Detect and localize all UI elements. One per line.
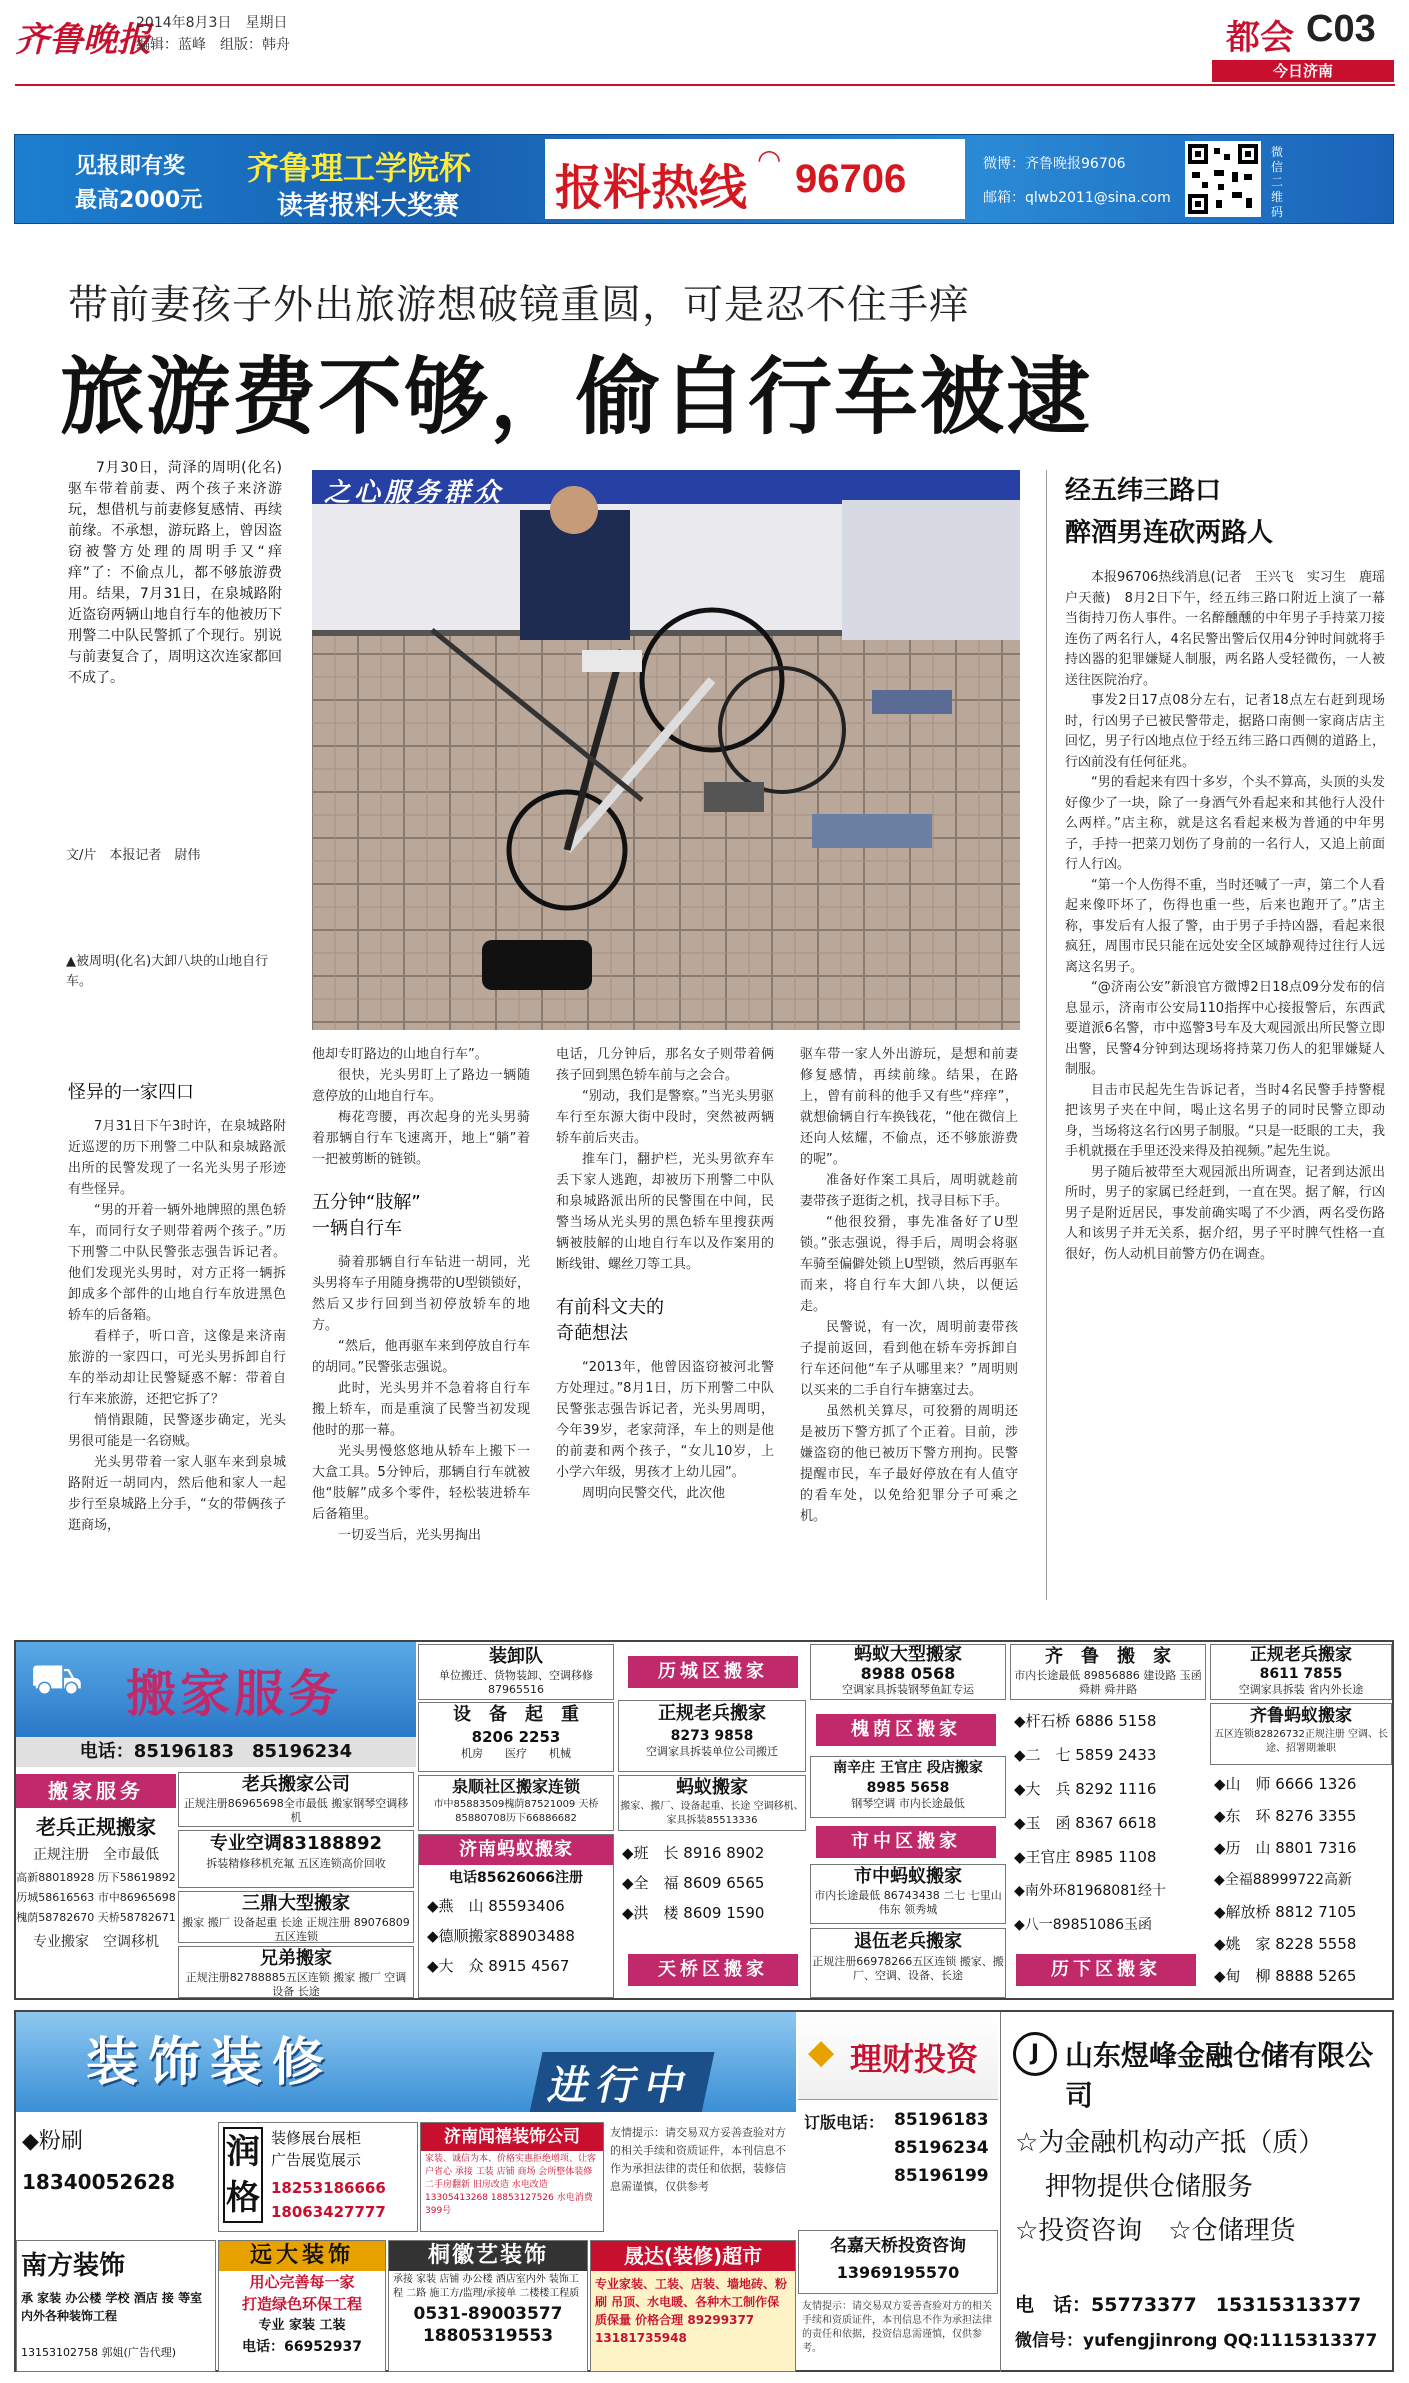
ad-title: 设 备 起 重 bbox=[453, 1704, 579, 1725]
section-name: 都会 bbox=[1226, 18, 1294, 58]
licheng-tag: 历城区搬家 bbox=[628, 1656, 798, 1688]
branch-line: ◆大 兵 8292 1116 bbox=[1014, 1780, 1157, 1798]
ad-title: 市中蚂蚁搬家 bbox=[854, 1866, 962, 1887]
reward-text-1: 见报即有奖 bbox=[75, 154, 186, 179]
photo-scene bbox=[312, 470, 1020, 1030]
zhuangxie-ad bbox=[418, 1644, 614, 1700]
shengda-title: 晟达(装修)超市 bbox=[591, 2241, 795, 2271]
ad-phone: 8985 5658 bbox=[866, 1780, 950, 1796]
body-column-3 bbox=[556, 1044, 774, 1504]
xiongdi-ad bbox=[178, 1946, 414, 1998]
paragraph: 此时，光头男并不急着将自行车搬上轿车，而是重演了民警当初发现他时的那一幕。 bbox=[312, 1381, 530, 1438]
shengda-ad bbox=[590, 2240, 796, 2372]
runge-phone: 18253186666 bbox=[271, 2179, 386, 2197]
paragraph: 准备好作案工具后，周明就趁前妻带孩子逛街之机，找寻目标下手。 bbox=[800, 1173, 1018, 1209]
yufeng-line: ☆投资咨询 ☆仓储理货 bbox=[1015, 2216, 1296, 2246]
wenxi-ad bbox=[420, 2122, 604, 2232]
ad-title: 蚂蚁搬家 bbox=[676, 1777, 748, 1798]
branch-line: ◆解放桥 8812 7105 bbox=[1214, 1903, 1357, 1921]
ad-phone: 8273 9858 bbox=[670, 1728, 754, 1744]
fenshua-ad bbox=[16, 2122, 216, 2232]
photo-caption: ▲被周明(化名)大卸八块的山地自行车。 bbox=[66, 954, 269, 989]
signal-icon: ◠ bbox=[757, 143, 782, 176]
section-badge bbox=[1196, 6, 1396, 68]
laobing-box bbox=[16, 1812, 176, 2000]
masthead bbox=[0, 0, 1409, 90]
ad-title: 老兵搬家公司 bbox=[242, 1774, 350, 1795]
mingjia-title: 名嘉天桥投资咨询 bbox=[830, 2236, 966, 2256]
ad-title: 南辛庄 王官庄 段店搬家 bbox=[833, 1760, 983, 1776]
district-list-1 bbox=[622, 1838, 808, 1928]
banjia-header bbox=[16, 1642, 416, 1737]
branch-line: ◆全 福 8609 6565 bbox=[622, 1874, 765, 1892]
branch-line: ◆德顺搬家88903488 bbox=[427, 1927, 575, 1945]
ad-body: 空调家具拆装钢琴鱼缸专运 bbox=[842, 1683, 974, 1696]
email-label: 邮箱：qlwb2011@sina.com bbox=[983, 190, 1171, 206]
mayi-banjia-ad bbox=[618, 1775, 806, 1831]
ad-title: 退伍老兵搬家 bbox=[854, 1931, 962, 1952]
laobing-line: 正规注册 全市最低 bbox=[33, 1847, 159, 1863]
branch-line: ◆洪 楼 8609 1590 bbox=[622, 1904, 765, 1922]
ad-body: 市中85883509槐荫87521009 天桥85880708历下66886682 bbox=[433, 1799, 599, 1824]
ad-body: 空调家具拆装 省内外长途 bbox=[1238, 1683, 1364, 1696]
paragraph: “他很狡猾，事先准备好了U型锁。”张志强说，得手后，周明会将驱车骑至偏僻处锁上U型锁，然后再驱车而来，将自行车大卸八块，以便运走。 bbox=[800, 1215, 1018, 1314]
tonghui-title: 桐徽艺装饰 bbox=[389, 2241, 587, 2271]
subhead-2-line-2: 一辆自行车 bbox=[312, 1218, 402, 1239]
paragraph: 7月31日下午3时许，在泉城路附近巡逻的历下刑警二中队和泉城路派出所的民警发现了一名光头男子形迹有些怪异。 bbox=[68, 1119, 286, 1197]
laobing-line: 槐荫58782670 天桥58782671 bbox=[16, 1911, 176, 1924]
byline: 文/片 本报记者 尉伟 bbox=[66, 848, 201, 863]
paragraph: 本报96706热线消息(记者 王兴飞 实习生 鹿瑶 户天薇) 8月2日下午，经五纬三路口附近上演了一幕当街持刀伤人事件。一名醉醺醺的中年男子手持菜刀接连伤了两名行人，4名民警出警后仅用4分钟时间就将手持凶器的犯罪嫌疑人制服，两名路人受轻微伤，一人被送往医院治疗。 bbox=[1065, 570, 1399, 688]
tonghui-body: 承接 家装 店铺 办公楼 酒店室内外 装饰工程 二路 施工方/监理/承接单 二楼楼工程质 bbox=[393, 2274, 580, 2299]
tonghui-phone: 18805319553 bbox=[422, 2326, 554, 2346]
coin-icon: ◆ bbox=[808, 2032, 835, 2072]
paragraph: 推车门，翻护栏，光头男欲弃车丢下家人逃跑，却被历下刑警二中队和泉城路派出所的民警围在中间，民警当场从光头男的黑色轿车里搜获两辆被肢解的山地自行车以及作案用的断线钳、螺丝刀等工具。 bbox=[556, 1152, 774, 1272]
qr-code bbox=[1185, 141, 1261, 217]
paragraph: 光头男带着一家人驱车来到泉城路附近一胡同内，然后他和家人一起步行至泉城路上分手，“女的带俩孩子逛商场， bbox=[68, 1455, 286, 1533]
lixia-tag: 历下区搬家 bbox=[1016, 1954, 1196, 1986]
ad-body: 五区连锁82826732正规注册 空调、长途、招署期兼职 bbox=[1213, 1729, 1389, 1754]
branch-line: ◆玉 函 8367 6618 bbox=[1014, 1814, 1157, 1832]
paragraph: 光头男慢悠悠地从轿车上搬下一大盒工具。5分钟后，那辆自行车就被他“肢解”成多个零件，轻松装进轿车后备箱里。 bbox=[312, 1444, 530, 1522]
yuanda-line: 打造绿色环保工程 bbox=[241, 2295, 362, 2313]
branch-line: ◆杆石桥 6886 5158 bbox=[1014, 1712, 1157, 1730]
kongtiao-ad bbox=[178, 1830, 414, 1888]
zhenggui2-ad bbox=[1210, 1644, 1392, 1700]
photo-wall-sign: 之心服务群众 bbox=[324, 478, 505, 508]
article-kicker: 带前妻孩子外出旅游想破镜重圆，可是忍不住手痒 bbox=[68, 282, 970, 328]
ad-title: 三鼎大型搬家 bbox=[242, 1893, 350, 1914]
masthead-date: 2014年8月3日 星期日 bbox=[136, 15, 288, 31]
tonghui-phone: 0531-89003577 bbox=[413, 2304, 563, 2324]
zhuangshi-sub: 进行中 bbox=[530, 2052, 715, 2112]
moving-ads bbox=[14, 1640, 1394, 2000]
huaiyin-tag: 槐荫区搬家 bbox=[816, 1714, 996, 1746]
ad-body: 机房 医疗 机械 bbox=[461, 1747, 571, 1760]
paragraph: “然后，他再驱车来到停放自行车的胡同。”民警张志强说。 bbox=[312, 1339, 530, 1375]
branch-line: ◆二 七 5859 2433 bbox=[1014, 1746, 1157, 1764]
weibo-label: 微博：齐鲁晚报96706 bbox=[983, 156, 1126, 172]
shebei-ad bbox=[418, 1702, 614, 1772]
article-headline: 旅游费不够，偷自行车被逮 bbox=[60, 348, 1093, 446]
laobing-line: 高新88018928 历下58619892 bbox=[16, 1871, 176, 1884]
branch-line: ◆八一89851086玉函 bbox=[1014, 1917, 1153, 1933]
paragraph: “男的开着一辆外地牌照的黑色轿车，而同行女子则带着两个孩子。”历下刑警二中队民警张志强告诉记者。他们发现光头男时，对方正将一辆拆卸成多个部件的山地自行车放进黑色轿车的后备箱。 bbox=[68, 1203, 286, 1323]
paragraph: 虽然机关算尽，可狡猾的周明还是被历下警方抓了个正着。目前，涉嫌盗窃的他已被历下警方刑拘。民警提醒市民，车子最好停放在有人值守的看车处，以免给犯罪分子可乘之机。 bbox=[800, 1404, 1018, 1524]
branch-line: ◆历 山 8801 7316 bbox=[1214, 1839, 1357, 1857]
laobing-line: 历城58616563 市中86965698 bbox=[16, 1891, 176, 1904]
masthead-rule bbox=[15, 84, 1395, 86]
branch-line: ◆班 长 8916 8902 bbox=[622, 1844, 765, 1862]
laobing-line: 专业搬家 空调移机 bbox=[33, 1934, 159, 1950]
mayi-big-ad bbox=[810, 1644, 1006, 1700]
zhuangshi-header bbox=[16, 2012, 796, 2112]
ad-body: 搬家、搬厂、设备起重、长途 空调移机、家具拆装85513336 bbox=[620, 1801, 804, 1826]
ad-body: 空调家具拆装单位公司搬迁 bbox=[646, 1745, 778, 1758]
paragraph: “@济南公安”新浪官方微博2日18点09分发布的信息显示，济南市公安局110指挥中心接报警后，东西武要道派6名警，市中巡警3号车及大观园派出所民警立即出警，民警4分钟到达现场将持菜刀伤人的犯罪嫌疑人制服。 bbox=[1065, 980, 1385, 1077]
branch-line: ◆南外环81968081经十 bbox=[1014, 1883, 1167, 1899]
ad-phone: 8988 0568 bbox=[860, 1664, 956, 1683]
yufeng-logo-icon: J bbox=[1013, 2032, 1057, 2076]
yufeng-ad bbox=[1000, 2012, 1394, 2372]
ad-body: 市内长途最低 86743438 二七 七里山 伟东 领秀城 bbox=[814, 1889, 1002, 1916]
district-list-3 bbox=[1214, 1768, 1394, 1992]
side-title-2: 醉酒男连砍两路人 bbox=[1065, 518, 1274, 548]
ad-title: 蚂蚁大型搬家 bbox=[854, 1644, 962, 1665]
ad-body: 正规注册82788885五区连锁 搬家 搬厂 空调 设备 长途 bbox=[185, 1971, 407, 1998]
licai-header bbox=[798, 2012, 998, 2100]
cup-title: 齐鲁理工学院杯 bbox=[247, 149, 472, 187]
ad-title: 正规老兵搬家 bbox=[1250, 1645, 1352, 1665]
quanshun-ad bbox=[418, 1775, 614, 1831]
district-list-2 bbox=[1014, 1704, 1204, 1942]
paragraph: 一切妥当后，光头男掏出 bbox=[338, 1528, 482, 1543]
hotline-number: 96706 bbox=[795, 157, 907, 201]
runge-logo: 润格 bbox=[223, 2127, 263, 2223]
side-title-1: 经五纬三路口 bbox=[1065, 476, 1222, 506]
subhead-2 bbox=[312, 1190, 530, 1242]
ad-title: 济南蚂蚁搬家 bbox=[419, 1835, 613, 1865]
paragraph: 看样子，听口音，这像是来济南旅游的一家四口，可光头男拆卸自行车的举动却让民警疑惑不解：带着自行车来旅游，还把它拆了？ bbox=[68, 1329, 286, 1407]
paragraph: “别动，我们是警察。”当光头男驱车行至东源大街中段时，突然被两辆轿车前后夹击。 bbox=[556, 1089, 774, 1146]
subhead-2-line-1: 五分钟“肢解” bbox=[312, 1192, 421, 1213]
tianqiao-tag: 天桥区搬家 bbox=[628, 1954, 798, 1986]
subhead-3 bbox=[556, 1295, 774, 1347]
paragraph: 驱车带一家人外出游玩，是想和前妻修复感情，再续前缘。结果，在路上，曾有前科的他手又有些“痒痒”，就想偷辆自行车换钱花，“他在微信上还向人炫耀，不偷点，还不够旅游费的呢”。 bbox=[800, 1047, 1018, 1167]
yuanda-phone: 电话：66952937 bbox=[242, 2339, 362, 2355]
ad-body: 正规注册66978266五区连锁 搬家、搬厂、空调、设备、长途 bbox=[812, 1955, 1004, 1982]
nanxin-ad bbox=[810, 1756, 1006, 1818]
licai-title: 理财投资 bbox=[850, 2040, 979, 2078]
yufeng-title: 山东煜峰金融仓储有限公司 bbox=[1065, 2039, 1374, 2112]
paragraph: 周明向民警交代，此次他 bbox=[582, 1486, 726, 1501]
paragraph: 电话，几分钟后，那名女子则带着俩孩子回到黑色轿车前与之会合。 bbox=[556, 1047, 774, 1083]
article-lead: 7月30日，菏泽的周明(化名)驱车带着前妻、两个孩子来济游玩，想借机与前妻修复感情、再续前缘。不承想，游玩路上，曾因盗窃被警方处理的周明手又“痒痒”了：不偷点儿，都不够旅游费用。结果，7月31日，在泉城路附近盗窃两辆山地自行车的他被历下刑警二中队民警抓了个现行。别说与前妻复合了，周明这次连家都回不成了。 bbox=[68, 460, 282, 686]
zhuangshi-title: 装饰装修 bbox=[86, 2033, 335, 2093]
ad-body: 搬家 搬厂 设备起重 长途 正规注册 89076809五区连锁 bbox=[182, 1916, 410, 1943]
branch-line: ◆全福88999722高新 bbox=[1214, 1872, 1353, 1888]
masthead-editors: 编辑：蓝峰 组版：韩舟 bbox=[136, 37, 290, 53]
zhenggui-ad bbox=[618, 1700, 806, 1772]
yuanda-ad bbox=[218, 2240, 386, 2372]
shengda-body: 专业家装、工装、店装、墙地砖、粉刷 吊顶、水电暖、各种木工制作保质保量 价格合理 89299377 13181735948 bbox=[595, 2277, 788, 2345]
qr-caption: 微信二维码 bbox=[1271, 145, 1284, 219]
yufeng-line: ☆为金融机构动产抵（质） bbox=[1015, 2128, 1325, 2158]
cup-subtitle: 读者报料大奖赛 bbox=[277, 191, 460, 221]
tip-text: 友情提示：请交易双方妥善查验对方的相关手续和资质证件，本刊信息不作为承担法律的责任和依据，装修信息需谨慎，仅供参考 bbox=[610, 2126, 786, 2193]
paragraph: 他却专盯路边的山地自行车”。 bbox=[312, 1047, 488, 1062]
tonghui-ad bbox=[388, 2240, 588, 2372]
wenxi-body: 家装、诚信为本、价格实惠拒绝增项、让客户省心 承接 工装 店铺 商场 会所整体装修 二手房翻新 旧房改造 水电改造 13305413268 18853127526 水电消费399号 bbox=[425, 2154, 597, 2216]
mingjia-ad bbox=[798, 2230, 998, 2294]
nanfang-title: 南方装饰 bbox=[21, 2251, 126, 2281]
ad-body: 单位搬迁、货物装卸、空调移修87965516 bbox=[439, 1669, 593, 1696]
licai-label: 订版电话： bbox=[804, 2113, 885, 2132]
fenshua-title: ◆粉刷 bbox=[22, 2129, 83, 2154]
branch-line: ◆东 环 8276 3355 bbox=[1214, 1807, 1357, 1825]
qilu-ad bbox=[1010, 1644, 1206, 1700]
subhead-3-line-2: 奇葩想法 bbox=[556, 1323, 628, 1344]
page-number: C03 bbox=[1306, 8, 1376, 50]
shizhong-tag: 市中区搬家 bbox=[816, 1826, 996, 1858]
side-article bbox=[1046, 470, 1399, 1600]
tip-box bbox=[606, 2122, 796, 2232]
fenshua-phone: 18340052628 bbox=[22, 2170, 176, 2194]
tuiwu-ad bbox=[810, 1928, 1006, 1998]
licai-phone: 85196234 bbox=[894, 2138, 989, 2158]
side-body bbox=[1065, 568, 1399, 1265]
ad-body: 市内长途最低 89856886 建设路 玉函 舜耕 舜井路 bbox=[1014, 1669, 1202, 1696]
mingjia-phone: 13969195570 bbox=[836, 2263, 960, 2282]
paragraph: 男子随后被带至大观园派出所调查，记者到达派出所时，男子的家属已经赶到，一直在哭。据了解，行凶男子是附近居民，事发前确实喝了不少酒，两名受伤路人和该男子并无关系，据介绍，男子平时脾气性格一直很好，伤人动机目前警方仍在调查。 bbox=[1065, 1164, 1385, 1262]
paragraph: 梅花弯腰，再次起身的光头男骑着那辆自行车飞速离开，地上“躺”着一把被剪断的链锁。 bbox=[312, 1110, 530, 1167]
runge-line: 装修展台展柜 bbox=[271, 2129, 362, 2147]
nanfang-phone: 13153102758 郭姐(广告代理) bbox=[21, 2346, 177, 2359]
subhead-1: 怪异的一家四口 bbox=[68, 1082, 194, 1103]
shizhong-mayi-ad bbox=[810, 1864, 1006, 1924]
ad-phone: 8206 2253 bbox=[471, 1728, 561, 1746]
ad-title: 泉顺社区搬家连锁 bbox=[451, 1777, 580, 1796]
yufeng-line: 押物提供仓储服务 bbox=[1045, 2172, 1254, 2202]
paragraph: 目击市民起先生告诉记者，当时4名民警手持警棍把该男子夹在中间，喝止这名男子的同时民警立即动身，当场将这名行凶男子制服。“只是一眨眼的工夫，我手机就摄在手里还没来得及拍视频。”起先生说。 bbox=[1065, 1082, 1385, 1159]
branch-line: ◆王官庄 8985 1108 bbox=[1014, 1848, 1157, 1866]
yuanda-line: 专业 家装 工装 bbox=[258, 2318, 346, 2333]
body-column-1 bbox=[68, 1080, 286, 1536]
ad-title: 专业空调83188892 bbox=[209, 1833, 383, 1854]
ad-body: 拆装精修移机充氟 五区连锁高价回收 bbox=[206, 1857, 386, 1870]
yuanda-title: 远大装饰 bbox=[219, 2241, 385, 2271]
banjia-title: 搬家服务 bbox=[126, 1665, 342, 1723]
runge-phone: 18063427777 bbox=[271, 2203, 386, 2221]
body-column-4 bbox=[800, 1044, 1018, 1527]
yufeng-wechat: 微信号：yufengjinrong QQ:1115313377 bbox=[1015, 2331, 1378, 2351]
nanfang-ad bbox=[16, 2240, 216, 2372]
paragraph: 骑着那辆自行车钻进一胡同，光头男将车子用随身携带的U型锁锁好，然后又步行回到当初停放轿车的地方。 bbox=[312, 1255, 530, 1333]
sanding-ad bbox=[178, 1891, 414, 1943]
decoration-ads bbox=[14, 2010, 1394, 2372]
subhead-3-line-1: 有前科文夫的 bbox=[556, 1297, 664, 1318]
ad-title: 齐鲁蚂蚁搬家 bbox=[1250, 1706, 1352, 1726]
yufeng-phone: 电 话：55773377 15315313377 bbox=[1015, 2294, 1362, 2316]
qilu-mayi-ad bbox=[1210, 1703, 1392, 1765]
paragraph: “男的看起来有四十多岁，个头不算高，头顶的头发好像少了一块，除了一身酒气外看起来和其他行人没什么两样。”店主称，就是这名看起来极为普通的中年男子，手持一把菜刀划伤了身前的一名行人，又追上前面行人行凶。 bbox=[1065, 775, 1385, 872]
laobing-co-ad bbox=[178, 1772, 414, 1827]
jinan-mayi-ad bbox=[418, 1834, 614, 1998]
subsection-bar: 今日济南 bbox=[1212, 60, 1394, 82]
runge-ad bbox=[218, 2122, 418, 2232]
ad-title: 兄弟搬家 bbox=[260, 1948, 332, 1969]
ad-phone: 电话85626066注册 bbox=[449, 1870, 583, 1886]
ad-title: 装卸队 bbox=[489, 1646, 543, 1667]
body-column-2 bbox=[312, 1044, 530, 1546]
mingjia-tip: 友情提示：请交易双方妥善查验对方的相关手续和资质证件，本刊信息不作为承担法律的责任和依据，投资信息需谨慎，仅供参考。 bbox=[802, 2301, 992, 2354]
licai-phone: 85196199 bbox=[894, 2166, 989, 2186]
ad-title: 齐 鲁 搬 家 bbox=[1045, 1646, 1171, 1667]
ad-body: 正规注册86965698全市最低 搬家钢琴空调移机 bbox=[183, 1797, 409, 1824]
ad-body: 钢琴空调 市内长途最低 bbox=[851, 1797, 965, 1810]
paragraph: 很快，光头男盯上了路边一辆随意停放的山地自行车。 bbox=[312, 1068, 530, 1104]
paragraph: 事发2日17点08分左右，记者18点左右赶到现场时，行凶男子已被民警带走，据路口南侧一家商店店主回忆，男子行凶地点位于经五纬三路口西侧的道路上，行凶前没有任何征兆。 bbox=[1065, 693, 1385, 770]
branch-line: ◆山 师 6666 1326 bbox=[1214, 1775, 1357, 1793]
moving-truck-icon: ⛟ bbox=[30, 1654, 83, 1703]
paragraph: 民警说，有一次，周明前妻带孩子提前返回，看到他在轿车旁拆卸自行车还问他“车子从哪里来？”周明则以买来的二手自行车搪塞过去。 bbox=[800, 1320, 1018, 1398]
ad-phone: 8611 7855 bbox=[1259, 1666, 1343, 1682]
masthead-logo: 齐鲁晚报 bbox=[15, 20, 151, 60]
reward-text-2: 最高2000元 bbox=[75, 188, 203, 213]
yuanda-line: 用心完善每一家 bbox=[249, 2273, 355, 2291]
banjia-tag: 搬家服务 bbox=[16, 1774, 176, 1808]
article-photo bbox=[312, 470, 1020, 1030]
runge-line: 广告展览展示 bbox=[271, 2151, 362, 2169]
nanfang-body: 承 家装 办公楼 学校 酒店 接 等室内外各种装饰工程 bbox=[21, 2291, 203, 2323]
laobing-title: 老兵正规搬家 bbox=[36, 1815, 156, 1839]
banjia-phone: 电话：85196183 85196234 bbox=[16, 1737, 416, 1767]
branch-line: ◆甸 柳 8888 5265 bbox=[1214, 1967, 1357, 1985]
hotline-banner bbox=[14, 134, 1394, 224]
licai-phone: 85196183 bbox=[894, 2110, 989, 2130]
hotline-box bbox=[545, 139, 965, 219]
wenxi-title: 济南闻禧装饰公司 bbox=[421, 2123, 603, 2151]
paragraph: 悄悄跟随，民警逐步确定，光头男很可能是一名窃贼。 bbox=[68, 1413, 286, 1449]
paragraph: “2013年，他曾因盗窃被河北警方处理过。”8月1日，历下刑警二中队民警张志强告诉记者，光头男周明，今年39岁，老家菏泽，车上的则是他的前妻和两个孩子，“女儿10岁，上小学六年级，男孩才上幼儿园”。 bbox=[556, 1360, 774, 1480]
qr-code-image bbox=[1188, 144, 1258, 214]
branch-line: ◆燕 山 85593406 bbox=[427, 1897, 565, 1915]
branch-line: ◆姚 家 8228 5558 bbox=[1214, 1935, 1357, 1953]
branch-line: ◆大 众 8915 4567 bbox=[427, 1957, 570, 1975]
ad-title: 正规老兵搬家 bbox=[658, 1703, 766, 1724]
hotline-label: 报料热线 bbox=[555, 160, 748, 216]
paragraph: “第一个人伤得不重，当时还喊了一声，第二个人看起来像吓坏了，伤得也重一些，后来也跑开了。”店主称，事发后有人报了警，由于男子手持凶器，看起来很疯狂，周围市民只能在远处安全区域静观待过往行人远离这名男子。 bbox=[1065, 877, 1385, 975]
